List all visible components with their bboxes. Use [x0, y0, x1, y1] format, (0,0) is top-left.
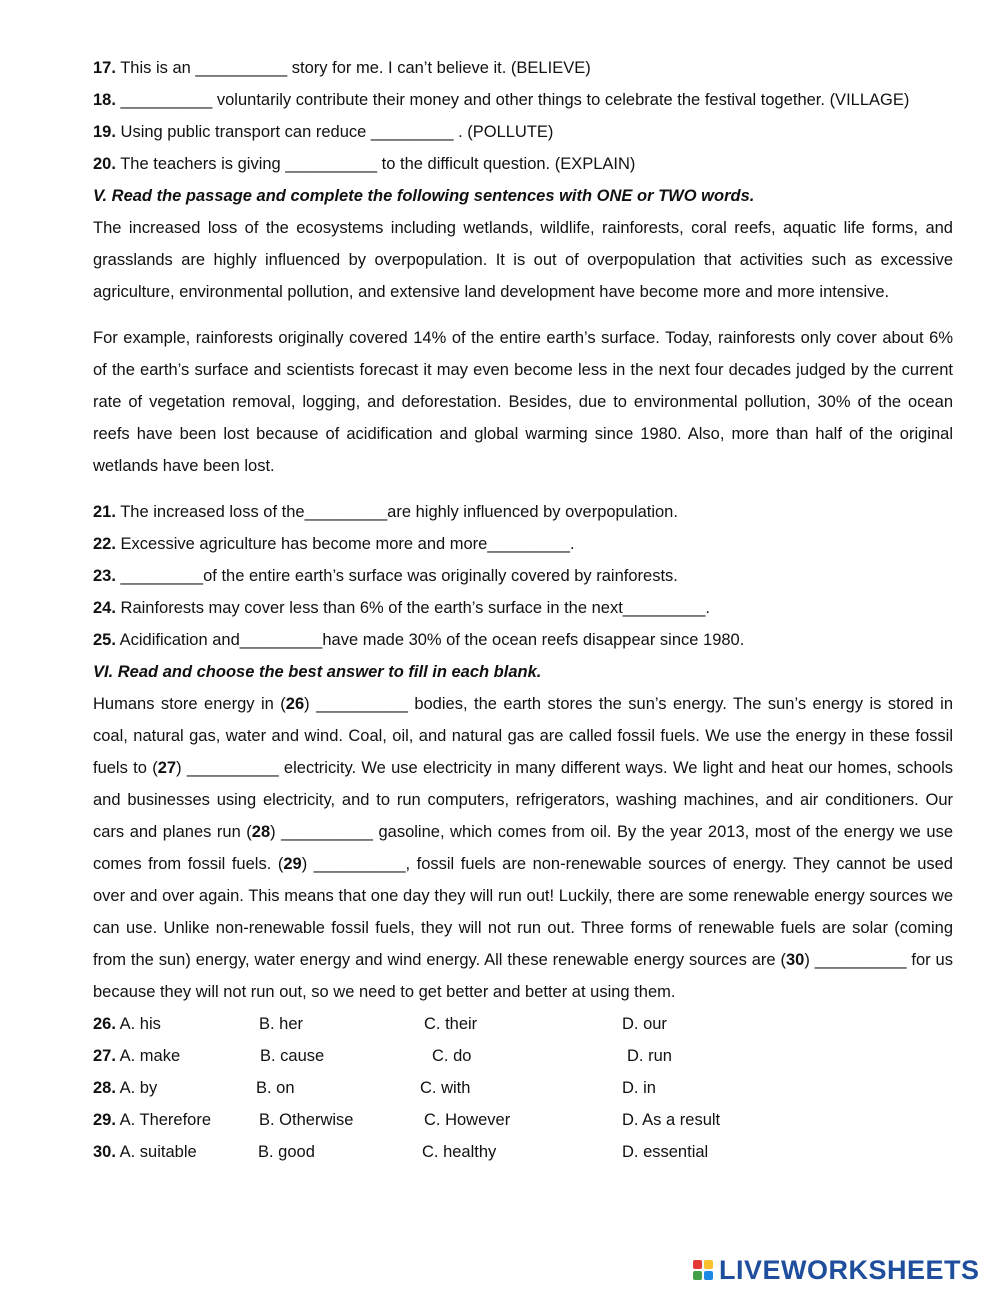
question-27: 27. A. make B. cause C. do D. run: [93, 1047, 672, 1065]
question-17: 17. This is an __________ story for me. I can’t believe it. (BELIEVE): [93, 59, 591, 77]
question-28: 28. A. by B. on C. with D. in: [93, 1079, 656, 1097]
question-20: 20. The teachers is giving __________ to the difficult question. (EXPLAIN): [93, 155, 636, 173]
question-29: 29. A. Therefore B. Otherwise C. However D. As a result: [93, 1111, 721, 1129]
section-6-heading: VI. Read and choose the best answer to fill in each blank.: [93, 663, 542, 681]
question-24: 24. Rainforests may cover less than 6% of the earth’s surface in the next_________.: [93, 599, 710, 617]
worksheet-page: [93, 52, 953, 1168]
passage-paragraph-1: The increased loss of the ecosystems including wetlands, wildlife, rainforests, coral reefs, aquatic life forms, and grasslands are highly influenced by overpopulation. It is out of overpopulation that activities such as excessive agriculture, environmental pollution, and extensive land development have become more and more intensive.: [93, 219, 953, 301]
question-18: 18. __________ voluntarily contribute their money and other things to celebrate the festival together. (VILLAGE): [93, 91, 910, 109]
liveworksheets-logo-icon: [693, 1260, 713, 1280]
question-23: 23. _________of the entire earth’s surface was originally covered by rainforests.: [93, 567, 678, 585]
question-22: 22. Excessive agriculture has become more and more_________.: [93, 535, 575, 553]
liveworksheets-logo: [693, 1255, 980, 1285]
question-30: 30. A. suitable B. good C. healthy D. essential: [93, 1143, 709, 1161]
passage-paragraph-2: For example, rainforests originally covered 14% of the entire earth’s surface. Today, rainforests only cover about 6% of the earth’s surface and scientists forecast it may even become less in the next four decades judged by the current rate of vegetation removal, logging, and deforestation. Besides, due to environmental pollution, 30% of the ocean reefs have been lost because of acidification and global warming since 1980. Also, more than half of the original wetlands have been lost.: [93, 329, 953, 475]
energy-passage: Humans store energy in (26) __________ bodies, the earth stores the sun’s energy. The sun’s energy is stored in coal, natural gas, water and wind. Coal, oil, and natural gas are called fossil fuels. We use the energy in these fossil fuels to (27) __________ electricity. We use electricity in many different ways. We light and heat our homes, schools and businesses using electricity, and to run computers, refrigerators, washing machines, and air conditioners. Our cars and planes run (28) __________ gasoline, which comes from oil. By the year 2013, most of the energy we use comes from fossil fuels. (29) __________, fossil fuels are non-renewable sources of energy. They cannot be used over and over again. This means that one day they will run out! Luckily, there are some renewable energy sources we can use. Unlike non-renewable fossil fuels, they will not run out. Three forms of renewable fuels are solar (coming from the sun) energy, water energy and wind energy. All these renewable energy sources are (30) __________ for us because they will not run out, so we need to get better and better at using them.: [93, 695, 954, 1001]
section-5-heading: V. Read the passage and complete the following sentences with ONE or TWO words.: [93, 187, 755, 205]
question-26: 26. A. his B. her C. their D. our: [93, 1015, 667, 1033]
liveworksheets-logo-text: LIVEWORKSHEETS: [719, 1254, 980, 1285]
question-21: 21. The increased loss of the_________are highly influenced by overpopulation.: [93, 503, 678, 521]
question-19: 19. Using public transport can reduce _________ . (POLLUTE): [93, 123, 554, 141]
question-25: 25. Acidification and_________have made 30% of the ocean reefs disappear since 1980.: [93, 631, 745, 649]
